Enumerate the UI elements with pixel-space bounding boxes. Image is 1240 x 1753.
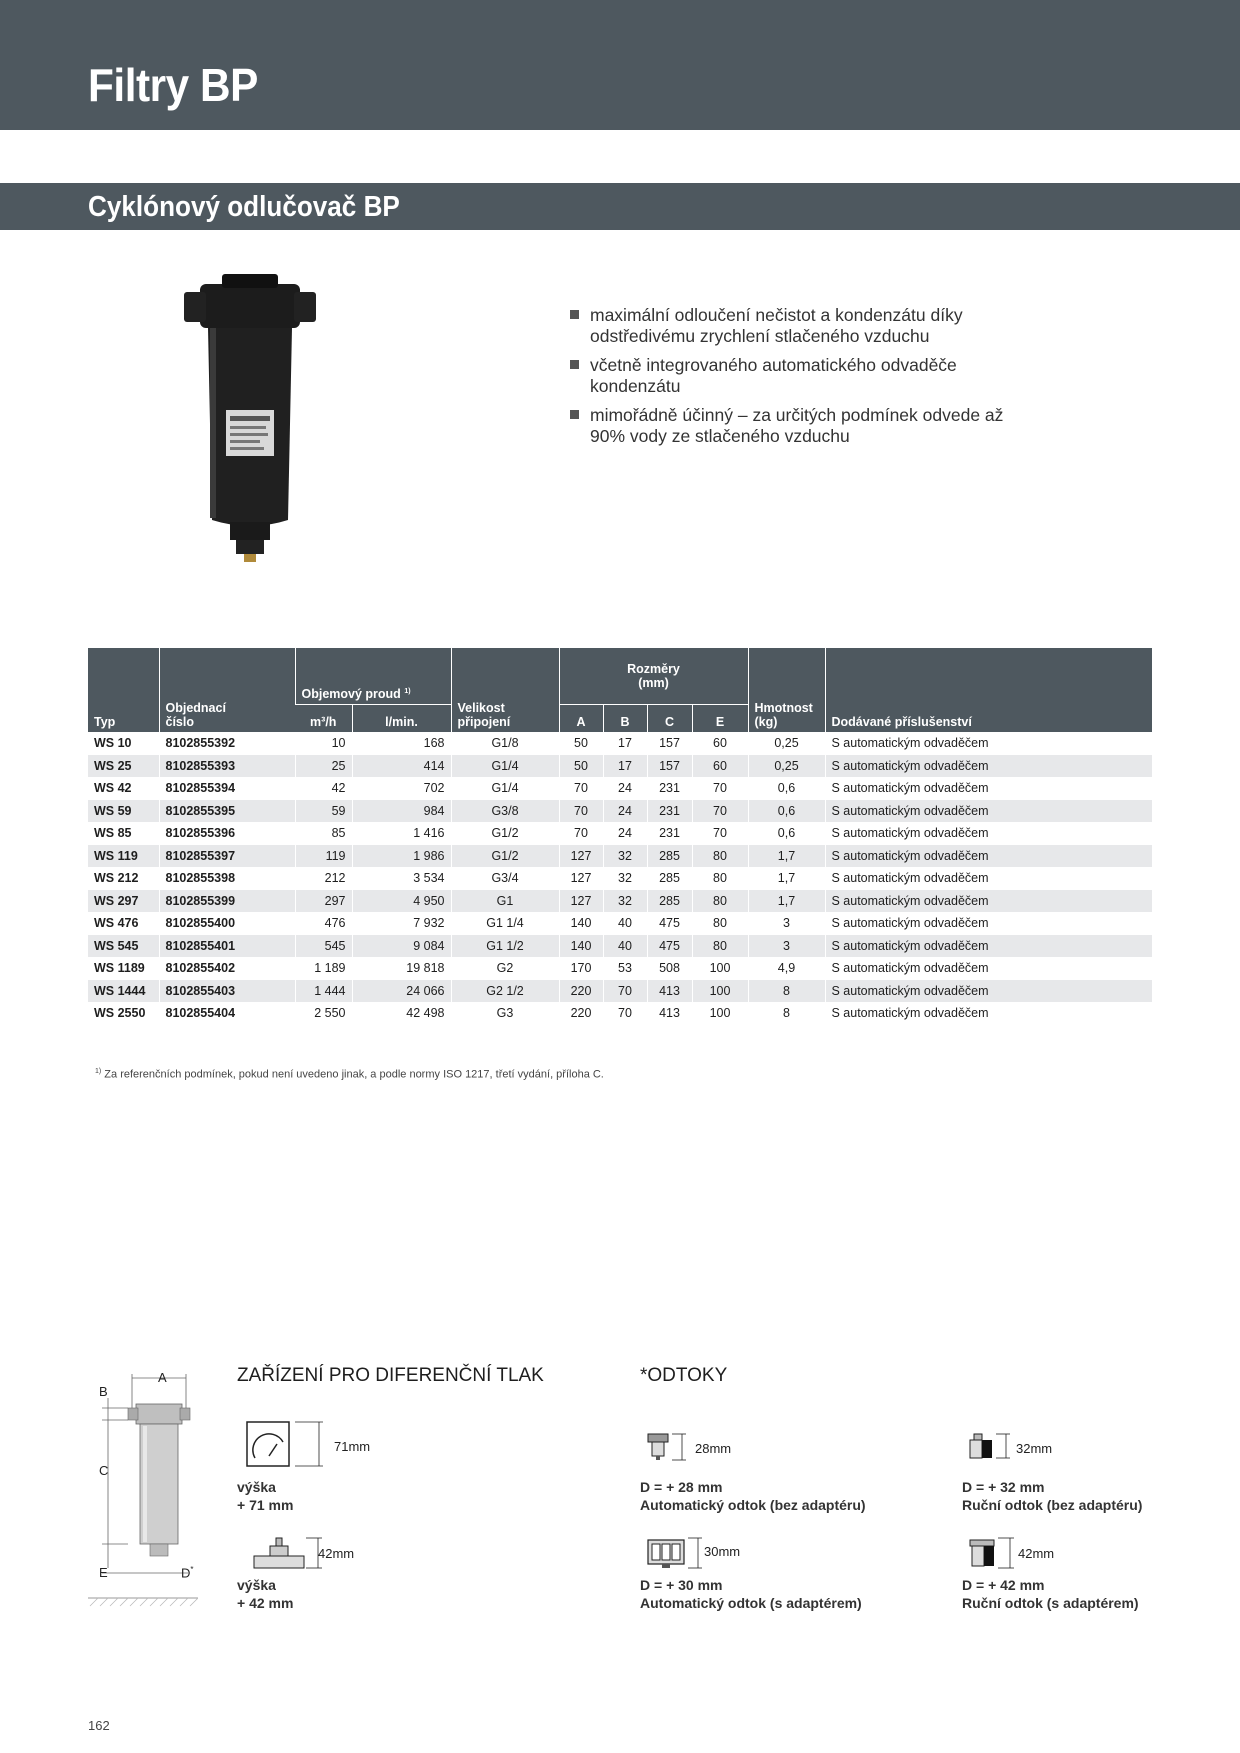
cyclone-separator-image <box>180 270 320 570</box>
header-order-number: Objednací číslo <box>159 648 295 732</box>
page-number: 162 <box>88 1718 110 1733</box>
cell-c: 413 <box>647 1002 692 1025</box>
cell-lmin: 414 <box>352 755 451 778</box>
dim-label-d: D* <box>181 1565 194 1581</box>
cell-c: 285 <box>647 845 692 868</box>
cell-typ: WS 10 <box>88 732 159 755</box>
table-row <box>88 912 1152 935</box>
cell-m3h: 59 <box>295 800 352 823</box>
cell-acc: S automatickým odvaděčem <box>825 755 1152 778</box>
cell-c: 157 <box>647 755 692 778</box>
auto-drain-adapter-dim-label: 30mm <box>704 1544 741 1559</box>
table-row <box>88 890 1152 913</box>
cell-conn: G2 1/2 <box>451 980 559 1003</box>
cell-m3h: 25 <box>295 755 352 778</box>
cell-order: 8102855403 <box>159 980 295 1003</box>
header-dim-a: A <box>559 704 603 732</box>
header-dim-b: B <box>603 704 647 732</box>
cell-a: 70 <box>559 822 603 845</box>
pressure-gauge-icon <box>245 1420 335 1470</box>
cell-a: 50 <box>559 732 603 755</box>
header-typ: Typ <box>88 648 159 732</box>
cell-m3h: 297 <box>295 890 352 913</box>
diff-pressure-heading: ZAŘÍZENÍ PRO DIFERENČNÍ TLAK <box>237 1365 544 1386</box>
cell-acc: S automatickým odvaděčem <box>825 800 1152 823</box>
cell-order: 8102855404 <box>159 1002 295 1025</box>
cell-acc: S automatickým odvaděčem <box>825 845 1152 868</box>
cell-b: 40 <box>603 912 647 935</box>
cell-e: 60 <box>692 755 748 778</box>
table-row <box>88 935 1152 958</box>
table-row <box>88 755 1152 778</box>
cell-lmin: 9 084 <box>352 935 451 958</box>
dim-label-c: C <box>99 1463 109 1478</box>
gauge-height-text: výška + 71 mm <box>237 1479 294 1513</box>
cell-conn: G3/4 <box>451 867 559 890</box>
cell-m3h: 42 <box>295 777 352 800</box>
cell-a: 127 <box>559 845 603 868</box>
feature-item: maximální odloučení nečistot a kondenzátu díky odstředivému zrychlení stlačeného vzduchu <box>570 305 1040 347</box>
cell-conn: G1 1/4 <box>451 912 559 935</box>
bullet-square-icon <box>570 360 579 369</box>
feature-item: včetně integrovaného automatického odvaděče kondenzátu <box>570 355 1040 397</box>
cell-conn: G1 1/2 <box>451 935 559 958</box>
cell-order: 8102855394 <box>159 777 295 800</box>
spec-table-body <box>88 732 1152 1025</box>
feature-item: mimořádně účinný – za určitých podmínek odvede až 90% vody ze stlačeného vzduchu <box>570 405 1040 447</box>
cell-typ: WS 1444 <box>88 980 159 1003</box>
cell-typ: WS 476 <box>88 912 159 935</box>
cell-c: 475 <box>647 935 692 958</box>
header-dim-c: C <box>647 704 692 732</box>
cell-order: 8102855395 <box>159 800 295 823</box>
cell-m3h: 212 <box>295 867 352 890</box>
manual-drain-adapter-icon <box>968 1536 1022 1570</box>
cell-acc: S automatickým odvaděčem <box>825 935 1152 958</box>
cell-e: 100 <box>692 980 748 1003</box>
cell-typ: WS 1189 <box>88 957 159 980</box>
cell-acc: S automatickým odvaděčem <box>825 777 1152 800</box>
auto-drain-adapter-text: D = + 30 mm Automatický odtok (s adaptérem) <box>640 1577 862 1611</box>
manual-drain-adapter-dim-label: 42mm <box>1018 1546 1055 1561</box>
cell-m3h: 545 <box>295 935 352 958</box>
cell-order: 8102855393 <box>159 755 295 778</box>
cell-conn: G1/8 <box>451 732 559 755</box>
page-title: Filtry BP <box>88 59 258 111</box>
cell-lmin: 1 986 <box>352 845 451 868</box>
cell-acc: S automatickým odvaděčem <box>825 912 1152 935</box>
cell-conn: G1 <box>451 890 559 913</box>
cell-lmin: 4 950 <box>352 890 451 913</box>
cell-acc: S automatickým odvaděčem <box>825 1002 1152 1025</box>
manual-drain-dim-label: 32mm <box>1016 1441 1053 1456</box>
table-row <box>88 845 1152 868</box>
cell-b: 70 <box>603 980 647 1003</box>
cell-kg: 0,25 <box>748 755 825 778</box>
cell-acc: S automatickým odvaděčem <box>825 957 1152 980</box>
cell-kg: 8 <box>748 1002 825 1025</box>
cell-a: 140 <box>559 935 603 958</box>
cell-c: 475 <box>647 912 692 935</box>
cell-a: 127 <box>559 890 603 913</box>
cell-kg: 0,6 <box>748 822 825 845</box>
cell-typ: WS 85 <box>88 822 159 845</box>
manual-drain-icon <box>968 1432 1018 1462</box>
cell-lmin: 1 416 <box>352 822 451 845</box>
header-connection: Velikost připojení <box>451 648 559 732</box>
cell-acc: S automatickým odvaděčem <box>825 732 1152 755</box>
cell-b: 17 <box>603 732 647 755</box>
cell-e: 70 <box>692 800 748 823</box>
header-m3h: m³/h <box>295 704 352 732</box>
cell-typ: WS 59 <box>88 800 159 823</box>
cell-kg: 0,6 <box>748 777 825 800</box>
cell-c: 231 <box>647 777 692 800</box>
cell-b: 24 <box>603 777 647 800</box>
cell-order: 8102855399 <box>159 890 295 913</box>
cell-c: 231 <box>647 800 692 823</box>
indicator-dim-label: 42mm <box>318 1546 355 1561</box>
indicator-height-text: výška + 42 mm <box>237 1577 294 1611</box>
cell-a: 50 <box>559 755 603 778</box>
cell-b: 70 <box>603 1002 647 1025</box>
header-accessories: Dodávané příslušenství <box>825 648 1152 732</box>
cell-e: 80 <box>692 845 748 868</box>
cell-conn: G1/4 <box>451 755 559 778</box>
cell-acc: S automatickým odvaděčem <box>825 867 1152 890</box>
cell-b: 24 <box>603 822 647 845</box>
auto-drain-adapter-icon <box>646 1536 706 1570</box>
cell-e: 100 <box>692 1002 748 1025</box>
auto-drain-dim-label: 28mm <box>695 1441 732 1456</box>
table-row <box>88 867 1152 890</box>
table-row <box>88 957 1152 980</box>
dim-label-b: B <box>99 1384 108 1399</box>
cell-m3h: 85 <box>295 822 352 845</box>
table-row <box>88 800 1152 823</box>
cell-kg: 1,7 <box>748 867 825 890</box>
table-row <box>88 732 1152 755</box>
cell-kg: 3 <box>748 935 825 958</box>
cell-lmin: 19 818 <box>352 957 451 980</box>
cell-acc: S automatickým odvaděčem <box>825 980 1152 1003</box>
cell-lmin: 42 498 <box>352 1002 451 1025</box>
auto-drain-icon <box>646 1432 696 1462</box>
cell-c: 413 <box>647 980 692 1003</box>
cell-acc: S automatickým odvaděčem <box>825 890 1152 913</box>
cell-a: 70 <box>559 800 603 823</box>
table-row <box>88 1002 1152 1025</box>
cell-conn: G2 <box>451 957 559 980</box>
header-dimensions: Rozměry (mm) <box>559 648 748 704</box>
dim-label-e: E <box>99 1565 108 1580</box>
cell-kg: 0,25 <box>748 732 825 755</box>
cell-kg: 1,7 <box>748 890 825 913</box>
manual-drain-adapter-text: D = + 42 mm Ruční odtok (s adaptérem) <box>962 1577 1139 1611</box>
cell-e: 80 <box>692 912 748 935</box>
cell-conn: G1/4 <box>451 777 559 800</box>
cell-conn: G1/2 <box>451 845 559 868</box>
cell-b: 40 <box>603 935 647 958</box>
cell-kg: 3 <box>748 912 825 935</box>
cell-a: 220 <box>559 1002 603 1025</box>
drains-heading: *ODTOKY <box>640 1365 728 1386</box>
cell-c: 508 <box>647 957 692 980</box>
cell-order: 8102855396 <box>159 822 295 845</box>
cell-lmin: 984 <box>352 800 451 823</box>
cell-typ: WS 25 <box>88 755 159 778</box>
cell-kg: 0,6 <box>748 800 825 823</box>
cell-typ: WS 297 <box>88 890 159 913</box>
cell-a: 170 <box>559 957 603 980</box>
cell-b: 32 <box>603 845 647 868</box>
cell-e: 60 <box>692 732 748 755</box>
cell-kg: 8 <box>748 980 825 1003</box>
bullet-square-icon <box>570 410 579 419</box>
cell-conn: G3/8 <box>451 800 559 823</box>
gauge-dim-label: 71mm <box>334 1439 371 1454</box>
cell-lmin: 702 <box>352 777 451 800</box>
cell-order: 8102855392 <box>159 732 295 755</box>
cell-c: 285 <box>647 890 692 913</box>
cell-typ: WS 42 <box>88 777 159 800</box>
cell-e: 80 <box>692 890 748 913</box>
cell-order: 8102855401 <box>159 935 295 958</box>
cell-a: 220 <box>559 980 603 1003</box>
cell-m3h: 476 <box>295 912 352 935</box>
section-title: Cyklónový odlučovač BP <box>88 191 400 223</box>
cell-order: 8102855400 <box>159 912 295 935</box>
cell-conn: G1/2 <box>451 822 559 845</box>
dim-label-a: A <box>158 1370 167 1385</box>
cell-e: 100 <box>692 957 748 980</box>
feature-list <box>570 305 1040 455</box>
cell-c: 285 <box>647 867 692 890</box>
cell-a: 70 <box>559 777 603 800</box>
header-weight: Hmotnost (kg) <box>748 648 825 732</box>
cell-lmin: 24 066 <box>352 980 451 1003</box>
cell-a: 140 <box>559 912 603 935</box>
cell-b: 32 <box>603 890 647 913</box>
cell-lmin: 7 932 <box>352 912 451 935</box>
cell-typ: WS 545 <box>88 935 159 958</box>
cell-m3h: 119 <box>295 845 352 868</box>
bullet-square-icon <box>570 310 579 319</box>
cell-lmin: 168 <box>352 732 451 755</box>
cell-b: 17 <box>603 755 647 778</box>
cell-a: 127 <box>559 867 603 890</box>
header-lmin: l/min. <box>352 704 451 732</box>
cell-order: 8102855397 <box>159 845 295 868</box>
manual-drain-text: D = + 32 mm Ruční odtok (bez adaptéru) <box>962 1479 1143 1513</box>
table-row <box>88 822 1152 845</box>
cell-typ: WS 119 <box>88 845 159 868</box>
cell-order: 8102855402 <box>159 957 295 980</box>
table-row <box>88 980 1152 1003</box>
footnote: $^{1)}$ Za referenčních podmínek, pokud není uvedeno jinak, a podle normy ISO 1217, třetí vydání, příloha C. <box>95 1068 604 1081</box>
header-volume-flow: Objemový proud $^{1)}$ <box>295 648 451 704</box>
cell-typ: WS 212 <box>88 867 159 890</box>
cell-lmin: 3 534 <box>352 867 451 890</box>
cell-e: 70 <box>692 822 748 845</box>
cell-typ: WS 2550 <box>88 1002 159 1025</box>
cell-m3h: 1 189 <box>295 957 352 980</box>
cell-c: 231 <box>647 822 692 845</box>
header-dim-e: E <box>692 704 748 732</box>
cell-acc: S automatickým odvaděčem <box>825 822 1152 845</box>
table-row <box>88 777 1152 800</box>
cell-kg: 4,9 <box>748 957 825 980</box>
cell-b: 32 <box>603 867 647 890</box>
cell-m3h: 2 550 <box>295 1002 352 1025</box>
cell-e: 80 <box>692 935 748 958</box>
spec-table <box>88 648 1152 1025</box>
cell-order: 8102855398 <box>159 867 295 890</box>
cell-e: 80 <box>692 867 748 890</box>
cell-b: 24 <box>603 800 647 823</box>
cell-m3h: 10 <box>295 732 352 755</box>
auto-drain-text: D = + 28 mm Automatický odtok (bez adaptéru) <box>640 1479 866 1513</box>
cell-b: 53 <box>603 957 647 980</box>
cell-kg: 1,7 <box>748 845 825 868</box>
cell-c: 157 <box>647 732 692 755</box>
cell-e: 70 <box>692 777 748 800</box>
cell-conn: G3 <box>451 1002 559 1025</box>
cell-m3h: 1 444 <box>295 980 352 1003</box>
